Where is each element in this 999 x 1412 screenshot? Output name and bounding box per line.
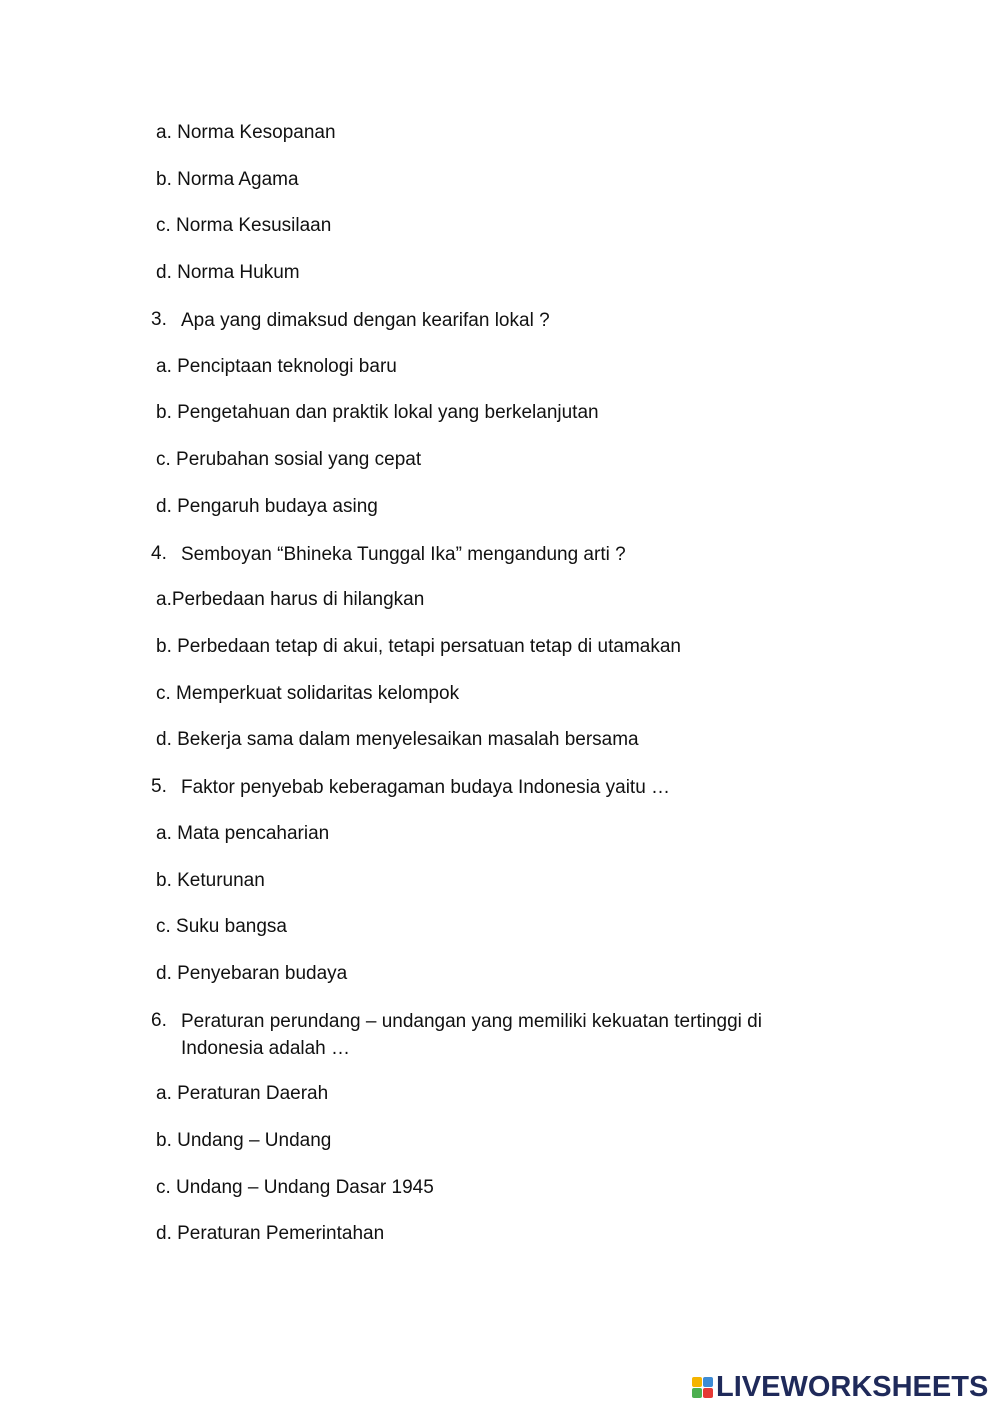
question-4-option-d: d. Bekerja sama dalam menyelesaikan masalah bersama (156, 729, 639, 750)
question-6-number: 6. (151, 1010, 167, 1031)
question-4-number: 4. (151, 543, 167, 564)
question-5-option-b: b. Keturunan (156, 870, 265, 891)
question-6-text: Peraturan perundang – undangan yang memiliki kekuatan tertinggi di Indonesia adalah … (181, 1011, 762, 1059)
question-5-option-d: d. Penyebaran budaya (156, 963, 348, 984)
question-3-option-a: a. Penciptaan teknologi baru (156, 356, 397, 377)
question-5-option-a: a. Mata pencaharian (156, 823, 330, 844)
question-3-option-b: b. Pengetahuan dan praktik lokal yang berkelanjutan (156, 402, 599, 423)
liveworksheets-logo-text: LIVEWORKSHEETS (716, 1371, 989, 1403)
option-a-prev: a. Norma Kesopanan (156, 122, 336, 143)
question-4-text: Semboyan “Bhineka Tunggal Ika” mengandung arti ? (181, 544, 626, 565)
question-5-text: Faktor penyebab keberagaman budaya Indonesia yaitu … (181, 777, 671, 798)
option-b-prev: b. Norma Agama (156, 169, 299, 190)
question-3-text: Apa yang dimaksud dengan kearifan lokal ? (181, 310, 550, 331)
liveworksheets-logo-icon (692, 1377, 713, 1398)
question-3-number: 3. (151, 309, 167, 330)
question-4-option-c: c. Memperkuat solidaritas kelompok (156, 683, 460, 704)
question-6-option-c: c. Undang – Undang Dasar 1945 (156, 1177, 434, 1198)
logo-square-red (703, 1388, 713, 1398)
question-6-option-a: a. Peraturan Daerah (156, 1083, 329, 1104)
logo-square-blue (703, 1377, 713, 1387)
question-3-option-d: d. Pengaruh budaya asing (156, 496, 378, 517)
question-6-option-d: d. Peraturan Pemerintahan (156, 1223, 385, 1244)
question-3-option-c: c. Perubahan sosial yang cepat (156, 449, 422, 470)
question-6-option-b: b. Undang – Undang (156, 1130, 332, 1151)
option-c-prev: c. Norma Kesusilaan (156, 215, 332, 236)
logo-square-yellow (692, 1377, 702, 1387)
liveworksheets-logo (692, 1372, 988, 1402)
option-d-prev: d. Norma Hukum (156, 262, 300, 283)
question-4-option-a: a.Perbedaan harus di hilangkan (156, 589, 425, 610)
question-5-option-c: c. Suku bangsa (156, 916, 287, 937)
question-5-number: 5. (151, 776, 167, 797)
question-4-option-b: b. Perbedaan tetap di akui, tetapi persatuan tetap di utamakan (156, 636, 681, 657)
logo-square-green (692, 1388, 702, 1398)
